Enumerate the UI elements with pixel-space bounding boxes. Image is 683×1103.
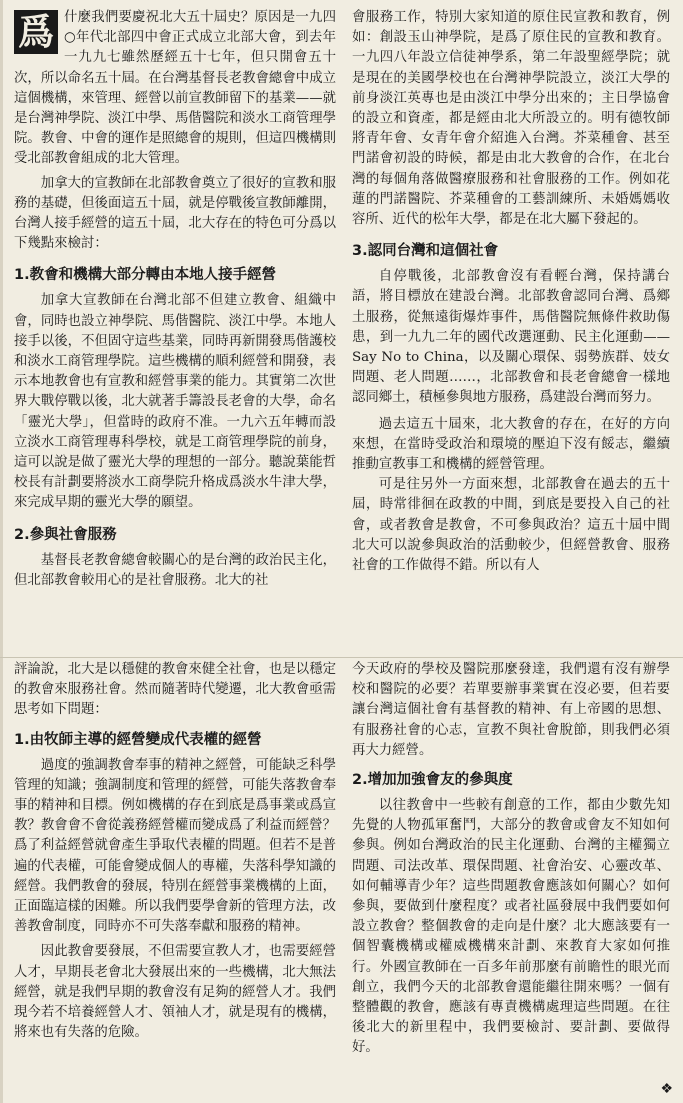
upper-right-column bbox=[352, 8, 670, 576]
paragraph: 可是往另外一方面來想，北部教會在過去的五十屆，時常徘徊在政教的中間，到底是要投入自己的社會，或者教會是教會，不可參與政治？這五十屆中間北大可以說參與政治的活動較少，但經營教會、服務社會的工作做得不錯。所以有人 bbox=[352, 477, 670, 574]
paragraph: 以往教會中一些較有創意的工作，都由少數先知先覺的人物孤軍奮鬥，大部分的教會或會友不知如何參與。例如台灣政治的民主化運動、台灣的主權獨立問題、司法改革、環保問題、社會治安、心靈改革、如何輔導青少年？這些問題教會應該如何關心？如何參與，要做到什麼程度？或者社區發展中我們要如何設立教會？整個教會的走向是什麼？北大應該要有一個智囊機構或權威機構來計劃、來教育大家如何推行。外國宣教師在一百多年前那麼有前瞻性的眼光而創立，我們今天的北部教會還能繼往開來嗎？一個有整體觀的教會，應該有專責機構處理這些問題。在往後北大的新里程中，我們要檢討、要計劃、要做得好。 bbox=[352, 798, 670, 1056]
drop-cap: 爲 bbox=[14, 10, 58, 54]
paragraph: 過去這五十屆來，北大教會的存在，在好的方向來想，在當時受政治和環境的壓迫下沒有餒志，繼續推動宣教事工和機構的經營管理。 bbox=[352, 416, 670, 473]
section-heading: 2.參與社會服務 bbox=[14, 526, 117, 543]
lower-left-column bbox=[14, 660, 336, 1043]
paragraph: 加拿大的宣教師在北部教會奠立了很好的宣教和服務的基礎，但後面這五十屆，就是停戰後宣教師離開，台灣人接手經營的這五十屆，北大存在的特色可分爲以下幾點來檢討： bbox=[14, 175, 336, 252]
page-edge bbox=[0, 0, 3, 1103]
section-heading: 2.增加加強會友的參與度 bbox=[352, 772, 513, 789]
section-heading: 3.認同台灣和這個社會 bbox=[352, 243, 499, 260]
section-heading: 1.教會和機構大部分轉由本地人接手經營 bbox=[14, 267, 277, 284]
paragraph: 評論說，北大是以穩健的教會來健全社會，也是以穩定的教會來服務社會。然而隨著時代變遷，北大教會亟需思考如下問題： bbox=[14, 662, 336, 718]
upper-left-column bbox=[14, 8, 336, 591]
paragraph: 過度的強調教會奉事的精神之經營，可能缺乏科學管理的知識；強調制度和管理的經營，可能失落教會奉事的精神和目標。例如機構的存在到底是爲事業或爲宣教？教會會不會從義務經營權而變成爲了利益而經營？爲了利益經營就會產生爭取代表權的問題。但若不是普遍的代表權，可能會變成個人的專權，失落科學知識的經營。我們教會的發展，特別在經營事業機構的上面，正面臨這樣的困難。所以我們要學會新的管理方法，改善教會制度，同時亦不可失落奉獻和服務的精神。 bbox=[14, 757, 336, 935]
lower-right-column bbox=[352, 660, 670, 1059]
section-heading: 1.由牧師主導的經營變成代表權的經營 bbox=[14, 731, 262, 748]
paragraph: 加拿大宣教師在台灣北部不但建立教會、組織中會，同時也設立神學院、馬偕醫院、淡江中學。本地人接手以後，不但固守這些基業，同時再新開發馬偕護校和淡水工商管理學院。這些機構的順利經營和開發，表示本地教會也有宣教和經營事業的能力。其實第二次世界大戰停戰以後，北大就著手籌設長老會的大學，命名「靈光大學」，但當時的政府不准。一九六五年轉而設立淡水工商管理專科學校，就是工商管理學院的前身，這可以說是做了靈光大學的理想的一部分。聽說葉能哲校長有計劃要將淡水工商學院升格成爲淡水牛津大學，來完成早期的靈光大學的願望。 bbox=[14, 293, 336, 511]
end-mark: ❖ bbox=[660, 1081, 673, 1097]
fold-line bbox=[0, 657, 683, 658]
paragraph: 今天政府的學校及醫院那麼發達，我們還有沒有辦學校和醫院的必要？若單要辦事業實在沒必要，但若要讓台灣這個社會有基督教的精神、有上帝國的思想、有服務社會的心志，宣教不與社會脫節，則我們必須再大力經營。 bbox=[352, 662, 670, 758]
paragraph: 基督長老教會總會較關心的是台灣的政治民主化，但北部教會較用心的是社會服務。北大的社 bbox=[14, 552, 336, 588]
intro-paragraph: 什麼我們要慶祝北大五十屆史？原因是一九四○年代北部四中會正式成立北部大會，到去年一九九七雖然歷經五十七年，但只開會五十次，所以命名五十屆。在台灣基督長老教會總會中成立這個機構，來管理、經營以前宣教師留下的基業——就是台灣神學院、淡江中學、馬偕醫院和淡水工商管理學院。教會、中會的運作是照總會的規則，但這四機構則受北部教會組成的北大管理。 bbox=[14, 10, 336, 167]
paragraph: 自停戰後，北部教會沒有看輕台灣，保持講台語，將目標放在建設台灣。北部教會認同台灣、爲鄉土服務，從無遠街爆炸事件，馬偕醫院無條件救助傷患，到一九九二年的國代改選運動、民主化運動——Say No to China，以及關心環保、弱勢族群、妓女問題、老人問題……，北部教會和長老會總會一樣地認同鄉土，積極參與地方服務，爲建設台灣而努力。 bbox=[352, 269, 670, 406]
paragraph: 會服務工作，特別大家知道的原住民宣教和教育，例如：創設玉山神學院，是爲了原住民的宣教和教育。一九四八年設立信徒神學系，第二年設聖經學院；就是現在的美國學校也在台灣神學院設立，淡江大學的前身淡江英專也是由淡江中學分出來的；主日學協會的設立和資產，都是經由北大所設立的。明有德牧師將青年會、女青年會介紹進入台灣。芥菜種會、甚至門諾會初設的時候，都是由北大教會的合作，在北台灣的每個角落做醫療服務和社會服務的工作。例如花蓮的門諾醫院、芥菜種會的工藝訓練所、未婚媽媽收容所、近代的松年大學，都是在北大屬下發起的。 bbox=[352, 10, 670, 228]
paragraph: 因此教會要發展，不但需要宣教人才，也需要經營人才，早期長老會北大發展出來的一些機構，北大無法經營，就是我們早期的教會沒有足夠的經營人才。我們現今若不培養經營人才、領袖人才，就是現有的機構，將來也有失落的危險。 bbox=[14, 944, 336, 1041]
